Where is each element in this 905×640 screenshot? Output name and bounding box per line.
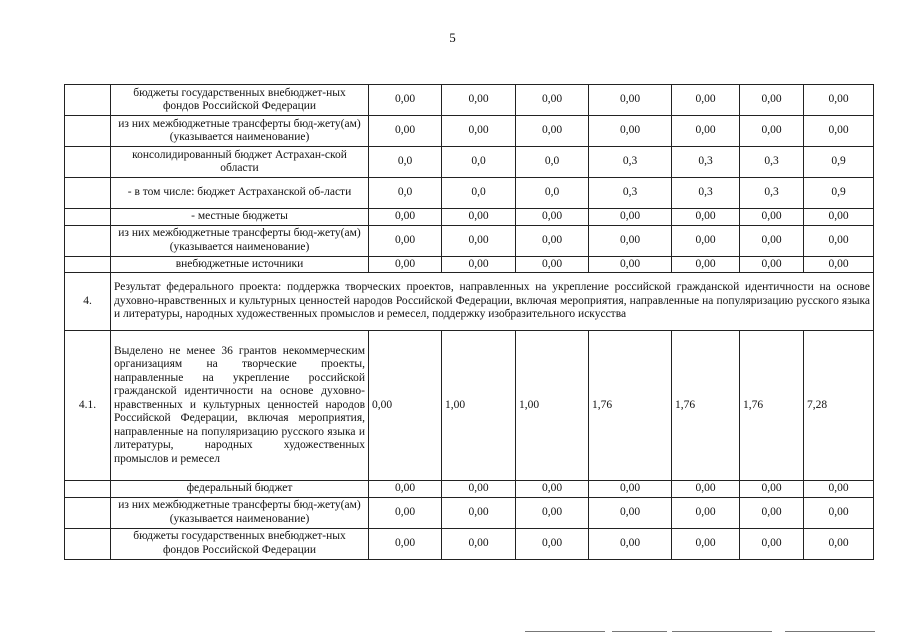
row-value-6: 0,00 <box>740 256 804 273</box>
table-row <box>65 225 874 256</box>
table-row <box>65 528 874 559</box>
row-value-6: 0,3 <box>740 147 804 178</box>
row-value-2: 0,00 <box>442 256 516 273</box>
row-value-2: 0,00 <box>442 481 516 498</box>
row-value-1: 0,0 <box>369 178 442 209</box>
footer-line <box>612 631 667 632</box>
row-value-7: 0,00 <box>804 256 874 273</box>
section-text: Результат федерального проекта: поддержка творческих проектов, направленных на укрепление российской гражданской идентичности на основе духовно-нравственных и культурных ценностей народов Российской Федерации, включая мероприятия, направленные на популяризацию русского языка и литературы, народных художественных промыслов и ремесел, поддержку изобразительного искусства <box>111 273 874 331</box>
row-value-4: 0,00 <box>589 256 672 273</box>
budget-table <box>64 84 874 560</box>
row-value-3: 0,00 <box>516 225 589 256</box>
row-value-1: 0,00 <box>369 497 442 528</box>
row-value-5: 0,00 <box>672 209 740 226</box>
row-value-4: 0,00 <box>589 225 672 256</box>
row-value-5: 0,00 <box>672 116 740 147</box>
row-number-cell <box>65 256 111 273</box>
table-row <box>65 209 874 226</box>
row-value-5: 0,00 <box>672 85 740 116</box>
row-value-3: 0,00 <box>516 528 589 559</box>
row-value-7: 0,00 <box>804 116 874 147</box>
row-value-2: 0,00 <box>442 209 516 226</box>
row-value-1: 0,00 <box>369 116 442 147</box>
row-value-2: 0,0 <box>442 147 516 178</box>
row-number-cell <box>65 116 111 147</box>
row-number-cell <box>65 497 111 528</box>
row-value-3: 0,00 <box>516 497 589 528</box>
item-text: Выделено не менее 36 грантов некоммерческим организациям на творческие проекты, направленные на укрепление российской гражданской идентичности на основе духовно-нравственных и культурных ценностей народов Российской Федерации, включая мероприятия, направленные на популяризацию русского языка и литературы, народных художественных промыслов и ремесел <box>111 331 369 481</box>
row-value-7: 0,00 <box>804 481 874 498</box>
row-name: внебюджетные источники <box>111 256 369 273</box>
row-number-cell <box>65 147 111 178</box>
row-value-5: 0,00 <box>672 225 740 256</box>
row-name: из них межбюджетные трансферты бюд-жету(ам) (указывается наименование) <box>111 497 369 528</box>
row-value-4: 0,00 <box>589 85 672 116</box>
row-value-2: 0,00 <box>442 497 516 528</box>
row-value-3: 0,00 <box>516 116 589 147</box>
item-value-4: 1,76 <box>589 331 672 481</box>
row-number-cell <box>65 481 111 498</box>
row-value-1: 0,0 <box>369 147 442 178</box>
row-number-cell <box>65 178 111 209</box>
row-value-5: 0,00 <box>672 528 740 559</box>
row-value-7: 0,9 <box>804 147 874 178</box>
row-name: из них межбюджетные трансферты бюд-жету(ам) (указывается наименование) <box>111 116 369 147</box>
footer-line <box>672 631 772 632</box>
row-value-4: 0,3 <box>589 147 672 178</box>
row-value-5: 0,00 <box>672 256 740 273</box>
row-value-5: 0,00 <box>672 481 740 498</box>
table-row <box>65 481 874 498</box>
row-value-4: 0,00 <box>589 209 672 226</box>
row-value-6: 0,00 <box>740 497 804 528</box>
item-value-1: 0,00 <box>369 331 442 481</box>
table-row <box>65 497 874 528</box>
item-value-7: 7,28 <box>804 331 874 481</box>
table-body-bottom <box>65 481 874 560</box>
row-value-7: 0,00 <box>804 497 874 528</box>
item-value-3: 1,00 <box>516 331 589 481</box>
item-value-5: 1,76 <box>672 331 740 481</box>
item-value-2: 1,00 <box>442 331 516 481</box>
item-number: 4.1. <box>65 331 111 481</box>
row-value-3: 0,00 <box>516 481 589 498</box>
row-value-4: 0,00 <box>589 528 672 559</box>
row-value-2: 0,00 <box>442 85 516 116</box>
section-row <box>65 273 874 331</box>
row-value-3: 0,00 <box>516 256 589 273</box>
row-value-6: 0,00 <box>740 85 804 116</box>
table-body-top <box>65 85 874 273</box>
row-name: - в том числе: бюджет Астраханской об-ласти <box>111 178 369 209</box>
row-name: - местные бюджеты <box>111 209 369 226</box>
footer-line <box>525 631 605 632</box>
row-value-2: 0,00 <box>442 116 516 147</box>
row-value-6: 0,00 <box>740 528 804 559</box>
row-value-7: 0,00 <box>804 209 874 226</box>
row-name: консолидированный бюджет Астрахан-ской области <box>111 147 369 178</box>
row-value-4: 0,00 <box>589 116 672 147</box>
row-value-7: 0,00 <box>804 225 874 256</box>
row-value-7: 0,00 <box>804 85 874 116</box>
item-value-6: 1,76 <box>740 331 804 481</box>
row-number-cell <box>65 85 111 116</box>
row-value-5: 0,00 <box>672 497 740 528</box>
row-value-7: 0,00 <box>804 528 874 559</box>
row-value-1: 0,00 <box>369 256 442 273</box>
row-value-6: 0,00 <box>740 116 804 147</box>
row-value-6: 0,00 <box>740 209 804 226</box>
row-value-2: 0,00 <box>442 225 516 256</box>
table-row <box>65 85 874 116</box>
row-value-5: 0,3 <box>672 147 740 178</box>
table-row <box>65 256 874 273</box>
row-name: бюджеты государственных внебюджет-ных фондов Российской Федерации <box>111 85 369 116</box>
row-value-3: 0,00 <box>516 209 589 226</box>
section-number: 4. <box>65 273 111 331</box>
row-number-cell <box>65 528 111 559</box>
row-value-7: 0,9 <box>804 178 874 209</box>
row-value-1: 0,00 <box>369 85 442 116</box>
row-value-1: 0,00 <box>369 481 442 498</box>
table-row <box>65 178 874 209</box>
row-name: бюджеты государственных внебюджет-ных фондов Российской Федерации <box>111 528 369 559</box>
footer-line <box>785 631 875 632</box>
row-value-3: 0,0 <box>516 147 589 178</box>
row-number-cell <box>65 209 111 226</box>
row-value-4: 0,3 <box>589 178 672 209</box>
row-name: федеральный бюджет <box>111 481 369 498</box>
row-value-1: 0,00 <box>369 209 442 226</box>
page-number: 5 <box>449 30 456 45</box>
row-name: из них межбюджетные трансферты бюд-жету(ам) (указывается наименование) <box>111 225 369 256</box>
row-value-3: 0,00 <box>516 85 589 116</box>
row-value-2: 0,0 <box>442 178 516 209</box>
table-row <box>65 147 874 178</box>
row-value-4: 0,00 <box>589 481 672 498</box>
row-value-4: 0,00 <box>589 497 672 528</box>
row-value-3: 0,0 <box>516 178 589 209</box>
row-number-cell <box>65 225 111 256</box>
row-value-6: 0,00 <box>740 481 804 498</box>
row-value-5: 0,3 <box>672 178 740 209</box>
row-value-6: 0,00 <box>740 225 804 256</box>
row-value-1: 0,00 <box>369 225 442 256</box>
item-row <box>65 331 874 481</box>
row-value-1: 0,00 <box>369 528 442 559</box>
row-value-6: 0,3 <box>740 178 804 209</box>
table-row <box>65 116 874 147</box>
row-value-2: 0,00 <box>442 528 516 559</box>
